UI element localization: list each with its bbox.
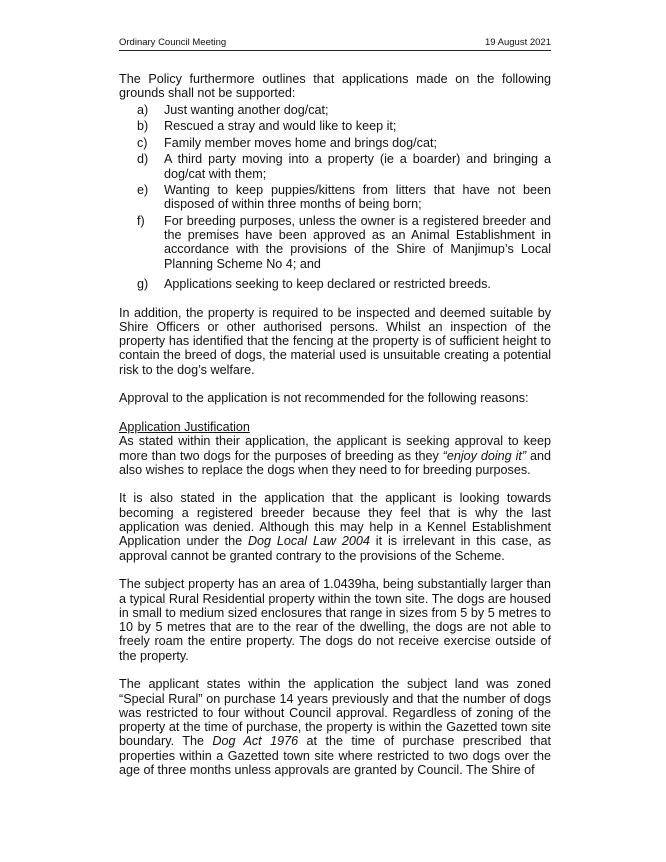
list-item-text: Wanting to keep puppies/kittens from litters that have not been disposed of within three months of being born; <box>164 183 551 212</box>
inspection-paragraph: In addition, the property is required to be inspected and deemed suitable by Shire Officers or other authorised persons. Whilst an inspection of the property has identified that the fencing at the property is of sufficient height to contain the breed of dogs, the material used is unsuitable creating a potential risk to the dog’s welfare. <box>119 305 551 377</box>
law-reference: Dog Local Law 2004 <box>247 534 370 549</box>
meeting-date: 19 August 2021 <box>484 37 551 48</box>
list-item-text: Applications seeking to keep declared or restricted breeds. <box>164 276 491 291</box>
text-span: As stated within their application, the applicant is seeking approval to keep more than two dogs for the purposes of breeding as they <box>119 434 551 463</box>
document-body <box>119 72 551 777</box>
list-item <box>119 183 551 212</box>
list-item-text: Rescued a stray and would like to keep it; <box>164 119 397 134</box>
list-marker: c) <box>137 135 148 150</box>
list-marker: e) <box>137 183 149 198</box>
list-marker: g) <box>137 276 149 291</box>
text-span: It is also stated in the application that the applicant is looking towards becoming a registered breeder because they feel that is why the last application was denied. Although this may help in a Kennel Establishment Application under the <box>119 491 551 549</box>
justification-paragraph-2 <box>119 491 551 562</box>
list-item <box>119 277 551 291</box>
list-item <box>119 214 551 271</box>
act-reference: Dog Act 1976 <box>212 734 299 749</box>
unsupported-grounds-list <box>119 103 551 292</box>
list-item-text: Family member moves home and brings dog/cat; <box>164 135 437 150</box>
page-header <box>119 36 551 51</box>
list-item <box>119 103 551 117</box>
list-marker: b) <box>137 119 149 134</box>
section-heading: Application Justification <box>119 419 250 434</box>
list-item-text: A third party moving into a property (ie a boarder) and bringing a dog/cat with them; <box>164 152 551 181</box>
list-marker: d) <box>137 152 149 167</box>
justification-paragraph-1 <box>119 434 551 477</box>
meeting-title: Ordinary Council Meeting <box>119 37 227 48</box>
quote-text: “enjoy doing it” <box>442 448 527 463</box>
list-item <box>119 136 551 150</box>
list-marker: f) <box>137 213 145 228</box>
text-span: it is irrelevant in this case, as approval cannot be granted contrary to the provisions of the Scheme. <box>119 534 552 563</box>
property-paragraph: The subject property has an area of 1.0439ha, being substantially larger than a typical Rural Residential property within the town site. The dogs are housed in small to medium sized enclosures that range in sizes from 5 by 5 metres to 10 by 5 metres that are to the rear of the dwelling, the dogs are not able to freely roam the entire property. The dogs do not receive exercise outside of the property. <box>119 577 551 663</box>
text-span: The applicant states within the application the subject land was zoned “Special Rural” on purchase 14 years previously and that the number of dogs was restricted to four without Council approval. Regardless of zoning of the property at the time of purchase, the property is within the Gazetted town site boundary. The <box>119 677 551 749</box>
approval-statement: Approval to the application is not recommended for the following reasons: <box>119 391 529 406</box>
list-marker: a) <box>137 102 149 117</box>
list-item <box>119 152 551 181</box>
intro-paragraph: The Policy furthermore outlines that applications made on the following grounds shall not be supported: <box>119 72 551 101</box>
list-item-text: For breeding purposes, unless the owner is a registered breeder and the premises have been approved as an Animal Establishment in accordance with the provisions of the Shire of Manjimup’s Local Planning Scheme No 4; and <box>164 213 551 271</box>
text-span: at the time of purchase prescribed that properties within a Gazetted town site where restricted to two dogs over the age of three months unless approvals are granted by Council. The Shire of <box>119 734 551 778</box>
list-item-text: Just wanting another dog/cat; <box>164 102 329 117</box>
text-span: and also wishes to replace the dogs when they need to for breeding purposes. <box>119 448 552 477</box>
zoning-paragraph <box>119 677 551 777</box>
list-item <box>119 119 551 133</box>
